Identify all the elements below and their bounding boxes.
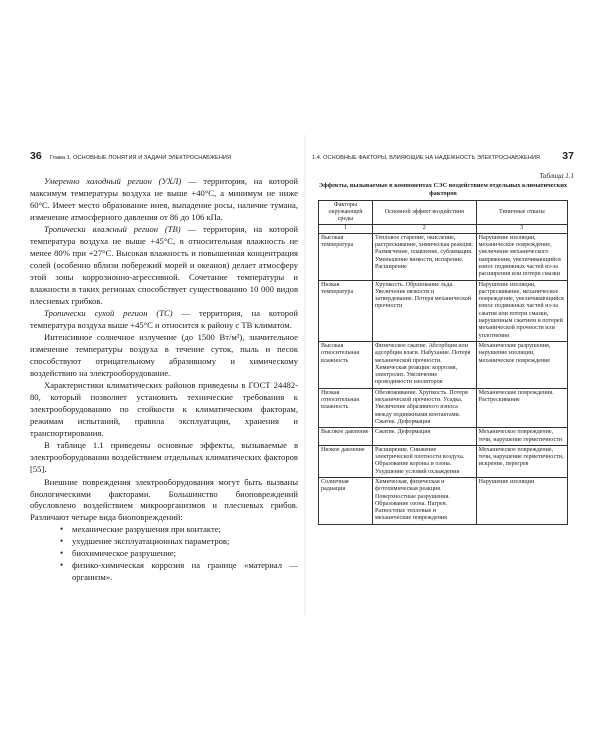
paragraph	[30, 308, 298, 332]
factor-cell: Низкая температура	[319, 280, 373, 341]
paragraph-text: В таблице 1.1 приведены основные эффекты, вызываемые в электрооборудовании воздействием отдельных климатических факторов [55].	[30, 440, 298, 475]
paragraph-term: Умеренно холодный регион (УХЛ)	[44, 176, 182, 186]
paragraph-text: Характеристики климатических районов приведены в ГОСТ 24482-80, который позволяет установить технические требования к электрооборудованию по стойкости к климатическим факторам, режимам испытаний, правила эксплуатации, хранения и транспортирования.	[30, 380, 298, 439]
list-item-text: биохимическое разрушение;	[72, 548, 177, 559]
left-page	[30, 150, 298, 610]
table-row	[319, 280, 568, 341]
left-chapter-title: Глава 1. ОСНОВНЫЕ ПОНЯТИЯ И ЗАДАЧИ ЭЛЕКТРОСНАБЖЕНИЯ	[49, 155, 232, 161]
column-number: 1	[319, 225, 373, 233]
effect-cell: Химическая, физическая и фотохимическая реакция. Поверхностные разрушения. Образование озона. Нагрев. Разностные тепловые и механические повреждения	[372, 477, 476, 524]
table-row	[319, 388, 568, 427]
bullet-icon: •	[60, 536, 64, 547]
table-row	[319, 477, 568, 524]
right-section-title: 1.4. ОСНОВНЫЕ ФАКТОРЫ, ВЛИЯЮЩИЕ НА НАДЕЖНОСТЬ ЭЛЕКТРОСНАБЖЕНИЯ	[312, 155, 540, 161]
effect-cell: Сжатие. Деформация	[372, 428, 476, 446]
list-item	[30, 524, 298, 536]
paragraph-text: — территория, на которой температура воздуха выше +45°С и относится к району с ТВ климатом.	[30, 307, 298, 330]
factor-cell: Высокая температура	[319, 233, 373, 280]
column-header-effect: Основной эффект воздействия	[372, 200, 476, 225]
effect-cell: Хрупкость. Образование льда. Увеличение вязкости и затвердевание. Потеря механической прочности	[372, 280, 476, 341]
list-item	[30, 548, 298, 560]
paragraph-term: Тропически сухой регион (ТС)	[44, 307, 173, 318]
paragraph	[30, 176, 298, 224]
effect-cell: Тепловое старение, окисление, растрескивание, химическая реакция. Размягчение, плавление, сублимация. Уменьшение вязкости, испарение. Расширение	[372, 233, 476, 280]
left-page-number: 36	[30, 150, 42, 162]
failures-cell: Нарушение изоляции, растрескивание, механическое повреждение, увеличивающийся износ подвижных частей из-за сжатия или потери смазки, нарушенным сжатием и потерей механической прочности или уплотнения	[476, 280, 567, 341]
list-item	[30, 536, 298, 548]
column-header-failures: Типичные отказы	[476, 200, 567, 225]
factor-cell: Низкое давление	[319, 445, 373, 477]
bullet-icon: •	[60, 524, 64, 535]
factor-cell: Высокое давление	[319, 428, 373, 446]
list-item-text: ухудшение эксплуатационных параметров;	[72, 536, 230, 547]
right-running-head	[312, 150, 574, 164]
bullet-icon: •	[60, 560, 64, 570]
paragraph	[30, 440, 298, 476]
effect-cell: Обезвоживание. Хрупкость. Потеря механической прочности. Усадка. Увеличение абразивного износа между подвижными контактами. Сжатие. Деформация	[372, 388, 476, 427]
right-page	[312, 150, 574, 610]
failures-cell: Нарушение изоляции, механическое повреждение, увеличение механического напряжения, увеличивающийся износ подвижных частей из-за расширения или потери смазки	[476, 233, 567, 280]
climate-effects-table	[318, 200, 568, 525]
factor-cell: Низкая относительная влажность	[319, 388, 373, 427]
paragraph	[30, 224, 298, 307]
paragraph-text: Интенсивное солнечное излучение (до 1500 Вт/м²), значительное изменение температуры воздуха в течение суток, пыль и песок способствуют отрицательному абразивному и химическому воздействию на электрооборудование.	[30, 332, 298, 378]
page-gutter	[304, 135, 306, 615]
list-item-text: физико-химическая коррозия на границе «материал — организм».	[72, 560, 298, 582]
column-number: 3	[476, 225, 567, 233]
paragraph	[30, 477, 298, 525]
paragraph-text: — территория, на которой максимум температуры воздуха не выше +40°С, а минимум не ниже 60°С. Имеет место образование инея, выпадение росы, наличие тумана, изменение атмосферного давления от 86 до 106 кПа.	[30, 176, 298, 222]
column-number: 2	[372, 225, 476, 233]
failures-cell: Нарушение изоляции	[476, 477, 567, 524]
table-caption: Таблица 1.1	[539, 172, 574, 180]
table-header-row	[319, 200, 568, 225]
paragraph-text: Внешние повреждения электрооборудования могут быть вызваны биологическими факторами. Большинство биоповреждений обусловлено воздействием микроорганизмов и плесневых грибов. Различают четыре вида биоповреждений:	[30, 476, 298, 523]
paragraph	[30, 332, 298, 380]
paragraph-text: — территория, на которой температура воздуха не выше +45°С, в относительная влажность не менее 80% при +27°С. Высокая влажность и повышенная концентрация солей (особенно вблизи побережий морей и океанов) делает атмосферу этой зоны коррозионно-агрессивной. Сочетание температуры и влажности в таких регионах способствует существованию 10 000 видов плесневых грибков.	[30, 224, 298, 306]
factor-cell: Высокая относительная влажность	[319, 341, 373, 388]
table-title: Эффекты, вызываемые в компонентах СЭС воздействием отдельных климатических факторов	[318, 182, 568, 197]
effect-cell: Расширение. Снижение электрической плотности воздуха. Образование короны и озона. Ухудшение условий охлаждения	[372, 445, 476, 477]
failures-cell: Механические разрушения, нарушение изоляции, механическое повреждение	[476, 341, 567, 388]
right-page-number: 37	[562, 150, 574, 162]
factor-cell: Солнечная радиация	[319, 477, 373, 524]
list-item-text: механические разрушения при контакте;	[72, 524, 221, 535]
failures-cell: Механическое повреждение, течи, нарушение герметичности, искрение, перегрев	[476, 445, 567, 477]
failures-cell: Механическое повреждение, течи, нарушение герметичности	[476, 428, 567, 446]
table-row	[319, 341, 568, 388]
column-number-row	[319, 225, 568, 233]
biodamage-list	[30, 524, 298, 584]
paragraph-term: Тропически влажный регион (ТВ)	[44, 224, 181, 235]
table-row	[319, 233, 568, 280]
failures-cell: Механические повреждения. Растрескивание	[476, 388, 567, 427]
table-row	[319, 428, 568, 446]
table-row	[319, 445, 568, 477]
paragraph	[30, 380, 298, 440]
left-running-head	[30, 150, 298, 164]
column-header-factor: Факторы окружающей среды	[319, 200, 373, 225]
bullet-icon: •	[60, 548, 64, 559]
list-item	[30, 560, 298, 584]
effect-cell: Физическое сжатие. Абсорбция или адсорбция влаги. Набухание. Потеря механической прочности. Химическая реакция: коррозия, электролиз. Увеличение проводимости изоляторов	[372, 341, 476, 388]
left-body-text	[30, 176, 298, 584]
